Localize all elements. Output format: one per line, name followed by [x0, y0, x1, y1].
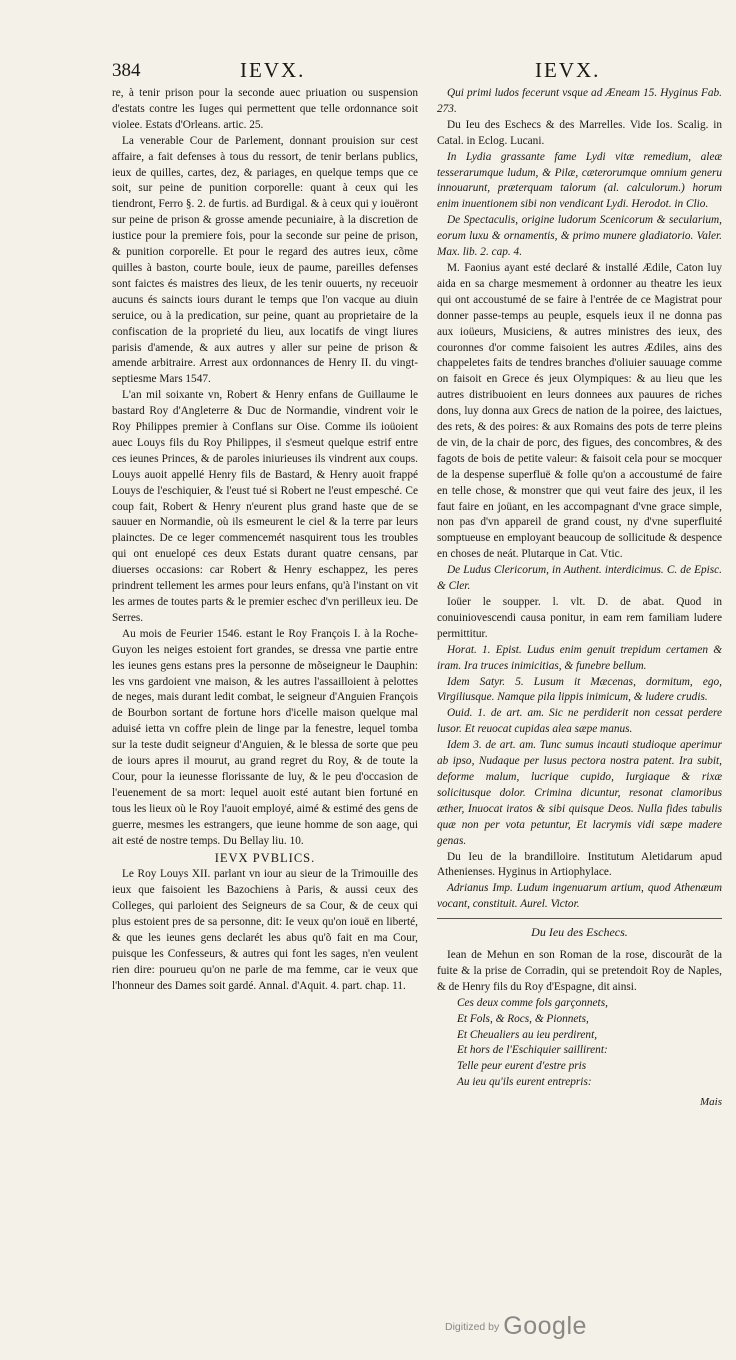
paragraph: Au mois de Feurier 1546. estant le Roy François I. à la Roche-Guyon les neiges estoient fort grandes, se dressa vne partie entre les ieunes gens estans pres la personne de mõseigneur le Dauphin: les vns gardoient vne maison, & les autres l'assailloient à pelottes de neges, mais durant ledit combat, le seigneur d'Anguien François de Bourbon sortant de fortune hors d'icelle maison quelque mal aduisé ietta vn coffre plein de linge par la fenestre, lequel tomba sur la teste dudit seigneur d'Anguien, & le blessa de sorte que peu de iours apres il mourut, au grand regret du Roy, & de toute la Cour, pour la ieunesse florissante de luy, & le peu d'occasion de l'euenement de sa mort: lequel auoit esté autant bien fortuné en tous les lieux où le Roy l'auoit employé, aimé & estimé des gens de guerre, mesmes les estrangers, que ieune homme de son aage, qui ait esté de nostre temps. Du Bellay liu. 10.: [112, 627, 418, 847]
digitized-by-label: Digitized by: [445, 1321, 500, 1333]
verse-line: Et Cheualiers au ieu perdirent,: [457, 1028, 598, 1041]
paragraph: In Lydia grassante fame Lydi vitæ remedium, aleæ tesserarumque ludum, & Pilæ, cæterorumque omnium generu innouarunt, præterquam talorum (al. calculorum.) horum enim inuentionem sibi non vendicant Lydi. Herodot. in Clio.: [437, 150, 722, 211]
paragraph: L'an mil soixante vn, Robert & Henry enfans de Guillaume le bastard Roy d'Angleterre & Duc de Normandie, vindrent voir le Roy Philippes premier à Conflans sur Oise. Comme ils ioüoient auec Louys fils du Roy Philippes, il s'esmeut quelque estrif entre ces ieunes Princes, & de paroles iniurieuses ils vindrent aux coups. Louys auoit appellé Henry fils de Bastard, & Henry auoit frappé Louys de l'eschiquier, & l'eust tué si Robert ne l'eust empesché. Ce coup fait, Robert & Henry n'eurent plus grand haste que de se sauuer en Normandie, où ils esmeurent le ciel & la terre par leurs plainctes. De ce leger commencemét nasquirent tous les troubles qui ont enuelopé ces deux Estats durant quatre censans, par diuerses occasions: car Robert & Henry eschappez, les peres prindrent tellement les armes pour leurs enfans, qu'à l'instant on vit les armes de toutes parts & le premier eschec d'vn perilleux ieu. De Serres.: [112, 389, 418, 624]
paragraph: Ioüer le soupper. l. vlt. D. de abat. Quod in conuiniovescendi causa ponitur, in eam rem familiam ludere permittitur.: [437, 596, 722, 640]
verse-line: Ces deux comme fols garçonnets,: [457, 996, 608, 1009]
paragraph: La venerable Cour de Parlement, donnant prouision sur cest affaire, a fait defenses à tous du ressort, de tenir berlans publics, ieux de quilles, cartes, dez, & pariages, en quelque temps que ce soit, sur peine de punition corporelle: quant à ceux qui les tiendront, Ferro §. 2. de furtis. ad Burdigal. & à ceux qui y iouëront sur peine de prison & grosse amende pecuniaire, à la discretion de iustice pour la premiere fois, pour la seconde sur peine de prison, & punition corporelle. Et pour le regard des autres ieux, cõme quilles à baston, courte boule, ieux de paume, pareilles defenses sont faictes és maistres des lieux, de les tenir ouuerts, ny receuoir aucuns és saincts iours durant le temps que l'on vacque au diuin seruice, ou à la predication, sur peine, quant au proprietaire de la confiscation de la proprieté du lieu, aux locatifs de vingt liures parisis d'amende, & aux autres y aller sur peine de prison & amende arbitraire. Arrest aux ordonnances de Henry II. du vingt-septiesme Mars 1547.: [112, 134, 418, 386]
paragraph: Horat. 1. Epist. Ludus enim genuit trepidum certamen & iram. Ira truces inimicitias, & funebre bellum.: [437, 643, 722, 672]
paragraph: Iean de Mehun en son Roman de la rose, discourãt de la fuite & la prise de Corradin, qui se pretendoit Roy de Naples, & de Henry fils du Roy d'Espagne, dit ainsi.: [437, 949, 722, 993]
paragraph: Le Roy Louys XII. parlant vn iour au sieur de la Trimouille des ieux que faisoient les Bazochiens à Paris, & aussi ceux des Colleges, qui parloient des Seigneurs de sa Cour, & de ceux qui plus estoient pres de sa personne, dit: Ie veux qu'on iouë en liberté, & que les ieunes gens declarét les abus qu'õ fait en ma Cour, puisque les Confesseurs, & autres qui font les sages, n'en veulent rien dire: pourueu qu'on ne parle de ma femme, car ie veux que l'honneur des Dames soit gardé. Annal. d'Aquit. 4. part. chap. 11.: [112, 868, 418, 992]
section-subheading: Du Ieu des Eschecs.: [531, 925, 628, 940]
verse-line: Et Fols, & Rocs, & Pionnets,: [457, 1012, 589, 1025]
running-head-left: IEVX.: [240, 58, 306, 82]
paragraph: Idem Satyr. 5. Lusum it Mæcenas, dormitum, ego, Virgiliusque. Namque pila lippis inimicum, & ludere crudis.: [437, 675, 722, 704]
paragraph: De Ludus Clericorum, in Authent. interdicimus. C. de Episc. & Cler.: [437, 564, 722, 593]
divider: [437, 918, 722, 919]
verse-line: Et hors de l'Eschiquier saillirent:: [457, 1044, 608, 1057]
catchword: Mais: [700, 1096, 722, 1109]
digitization-watermark: [445, 1312, 587, 1341]
page-number: 384: [112, 60, 141, 81]
left-column: [112, 86, 418, 995]
section-heading: IEVX PVBLICS.: [214, 850, 316, 865]
verse-line: Telle peur eurent d'estre pris: [457, 1060, 587, 1073]
verse-block: [437, 996, 722, 1091]
paragraph: Idem 3. de art. am. Tunc sumus incauti studioque aperimur ab ipso, Nudaque per lusus pectora nostra patent. Ira subit, deforme malum, lucrique cupido, Iurgiaque & rixæ solicitusque dolor. Crimina dicuntur, resonat clamoribus æther, Inuocat iratos & sibi quisque Deos. Nulla fides tabulis quæ non per vota petuntur, Et lacrymis vidi sæpe madere genas.: [437, 739, 722, 847]
google-logo: Google: [503, 1312, 587, 1340]
paragraph: re, à tenir prison pour la seconde auec priuation ou suspension d'estats contre les Iuges qui permettent que telle ordonnance soit violee. Estats d'Orleans. artic. 25.: [112, 87, 418, 131]
paragraph: M. Faonius ayant esté declaré & installé Ædile, Caton luy aida en sa charge mesmement à ordonner au theatre les ieux qui ont accoustumé de se faire à l'entrée de ce Magistrat pour donner passe-temps au peuple, esquels ieux il ne donna pas aux ioüeurs, Musiciens, & autres ministres des ieux, des couronnes d'or comme faisoient les autres Ædiles, ains des chappeletes faits de tendres branches d'oliuier sauuage comme on faisoit en Grece és jeux Olympiques: & au lieu que les autres distribuoient en leurs donnees aux pauures de riches dons, luy donna aux Grecs de nation de la poiree, des laictues, des rets, & des poires: & aux Romains des pots de terre pleins de vin, de la chair de porc, des figues, des concombres, & des fagots de bois de petite valeur: & faisoit cela pour se mocquer de la despense superfluë & folle qu'on a accoustumé de faire en telle chose, & monstrer que qui veut faire des jeux, il les faut faire en joüant, en les accompagnant d'vne grace simple, non pas d'vn appareil de grand coust, ny d'vne superfluité somptueuse en employant beaucoup de sollicitude & despence en choses de neát. Plutarque in Cat. Vtic.: [437, 261, 722, 561]
page-header: [0, 60, 736, 84]
paragraph: Du Ieu des Eschecs & des Marrelles. Vide Ios. Scalig. in Catal. in Eclog. Lucani.: [437, 118, 722, 147]
paragraph: Qui primi ludos fecerunt vsque ad Æneam 15. Hyginus Fab. 273.: [437, 87, 722, 115]
verse-line: Au ieu qu'ils eurent entrepris:: [457, 1076, 592, 1089]
right-column: [437, 86, 722, 1111]
paragraph: Ouid. 1. de art. am. Sic ne perdiderit non cessat perdere lusor. Et reuocat cupidas alea sæpe manus.: [437, 707, 722, 736]
paragraph: Du Ieu de la brandilloire. Institutum Aletidarum apud Athenienses. Hyginus in Artiophylace.: [437, 850, 722, 879]
paragraph: Adrianus Imp. Ludum ingenuarum artium, quod Athenæum vocant, constituit. Aurel. Victor.: [437, 882, 722, 911]
running-head-right: IEVX.: [535, 58, 601, 82]
paragraph: De Spectaculis, origine ludorum Scenicorum & secularium, eorum luxu & ornamentis, & primo munere gladiatorio. Valer. Max. lib. 2. cap. 4.: [437, 214, 722, 259]
